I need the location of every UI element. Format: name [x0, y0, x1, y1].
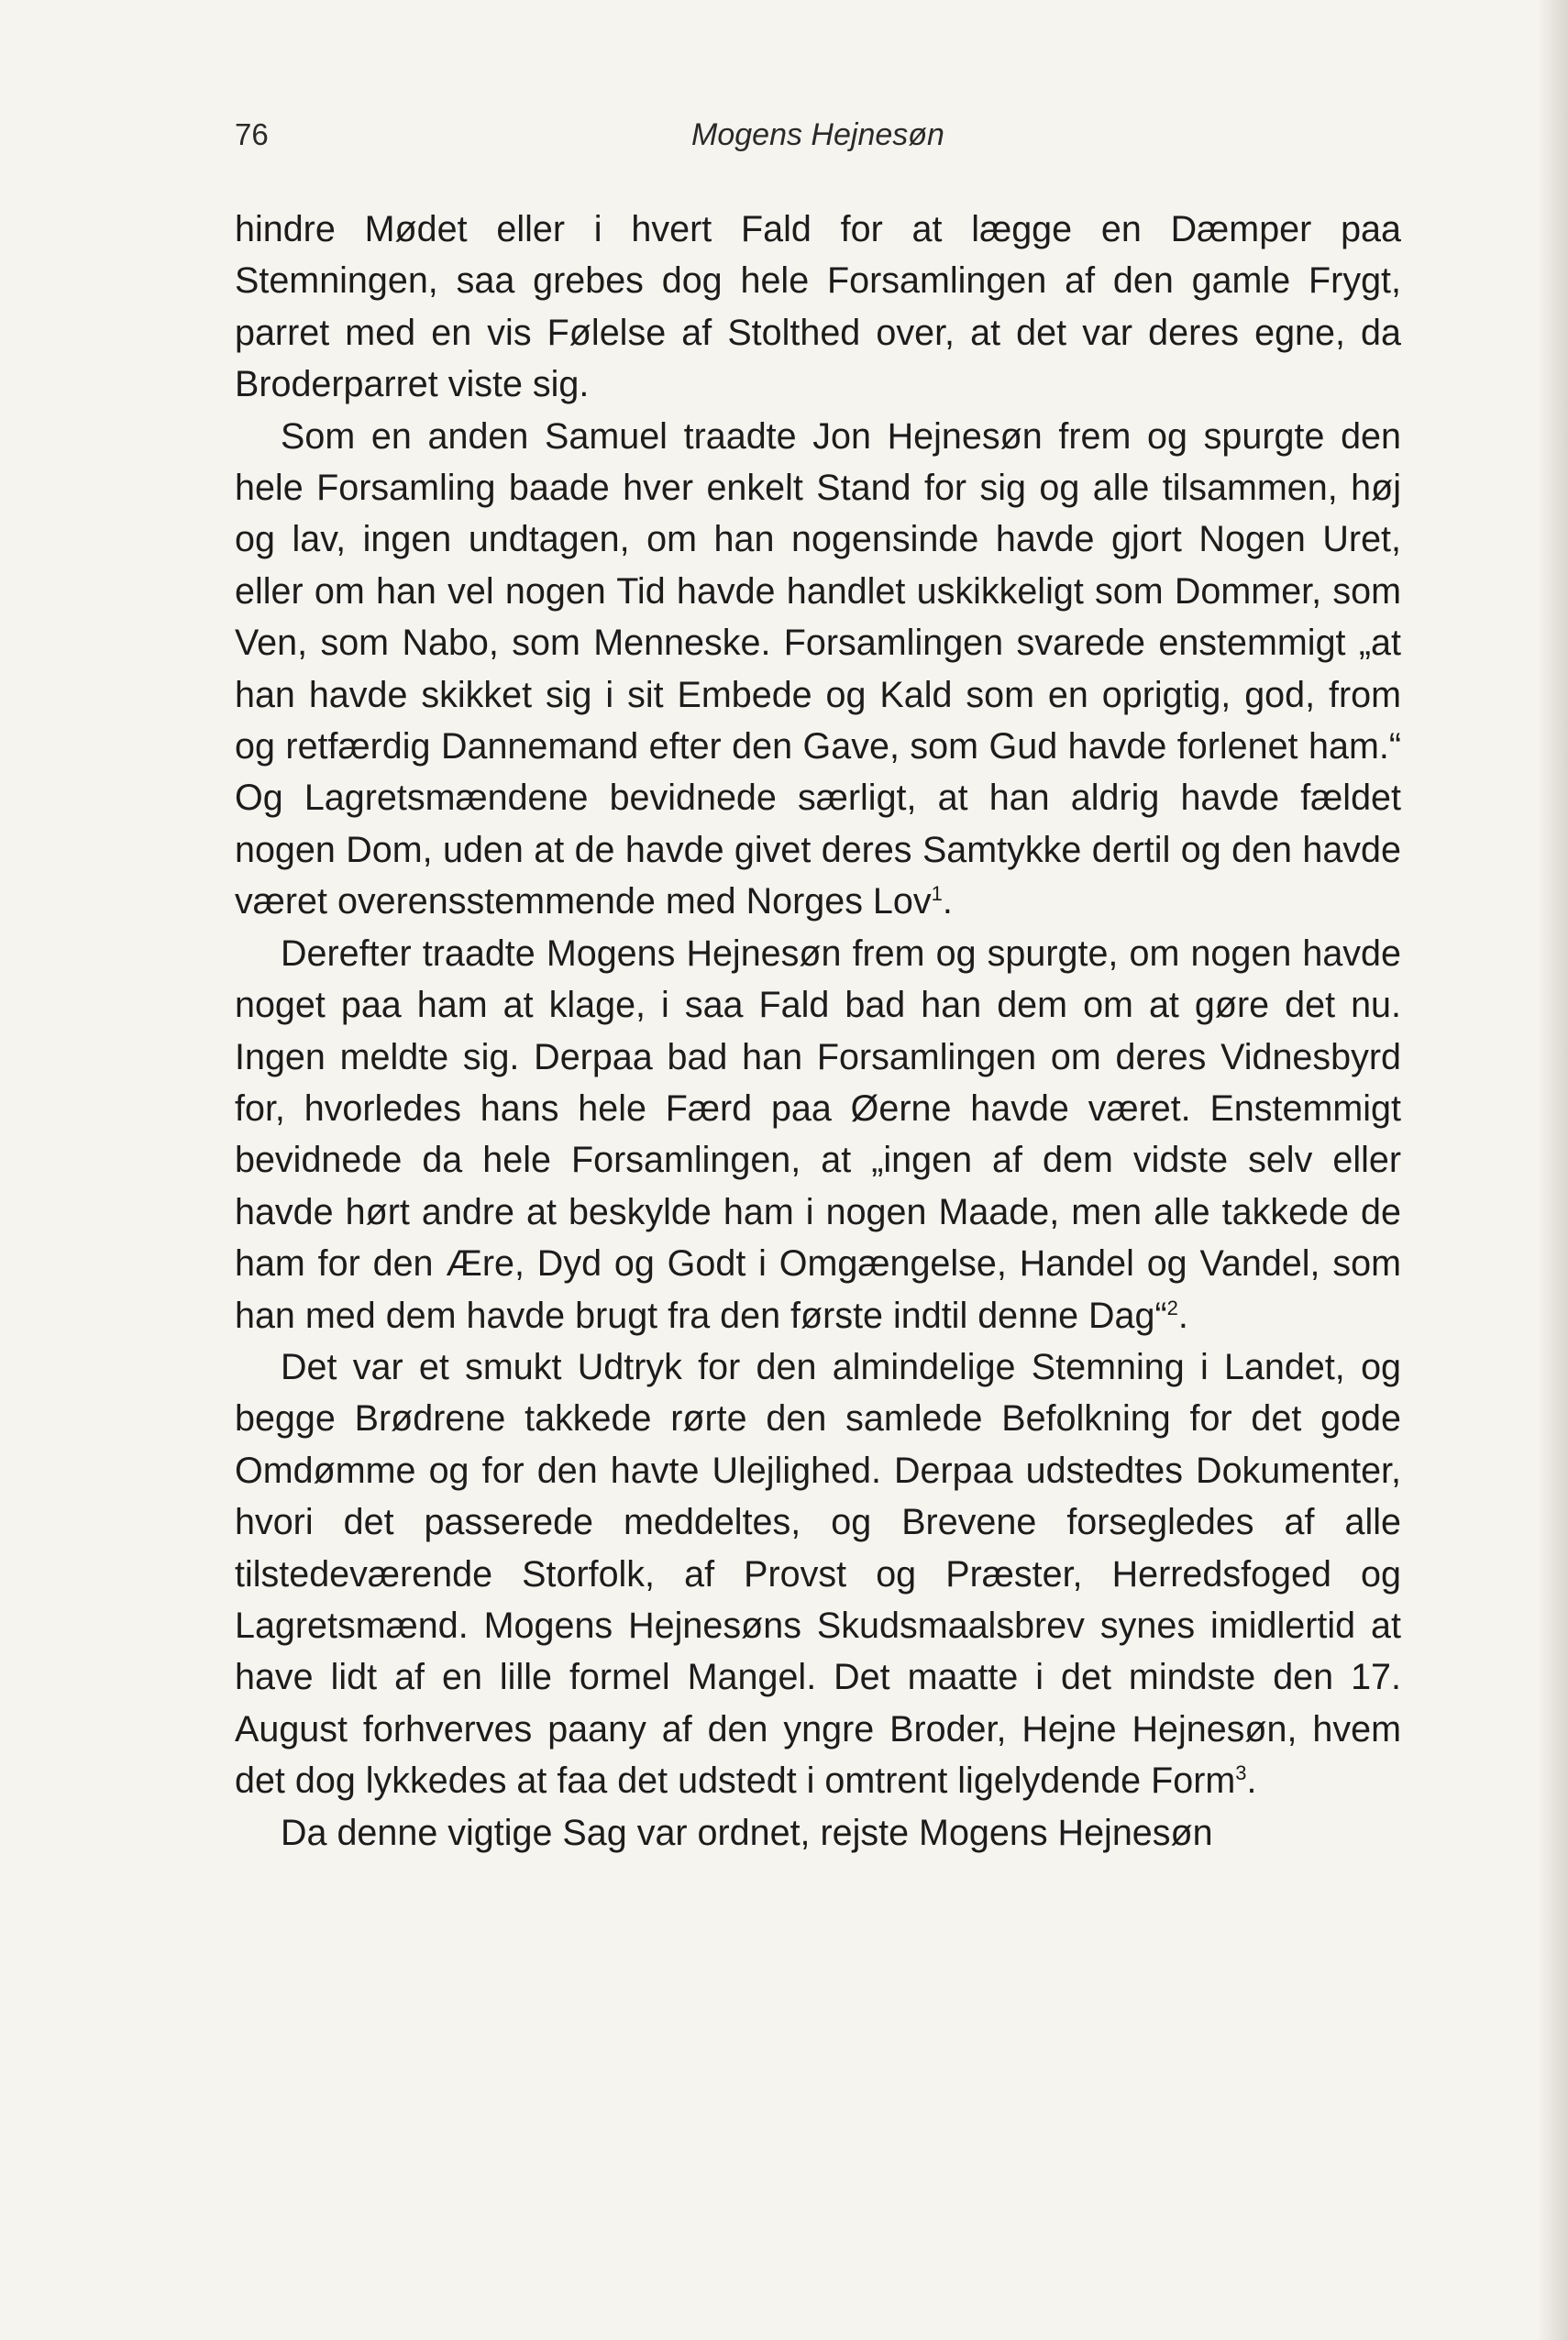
paragraph-5 [235, 1807, 1401, 1859]
page-number: 76 [235, 117, 269, 151]
paragraph-2 [235, 411, 1401, 928]
paragraph-text: hindre Mødet eller i hvert Fald for at lægge en Dæmper paa Stemningen, saa grebes dog hele Forsamlingen af den gamle Frygt, parret med en vis Følelse af Stolthed over, at det var deres egne, da Broderparret viste sig. [235, 209, 1401, 405]
paragraph-tail: . [1246, 1761, 1257, 1802]
body-text [235, 204, 1401, 1859]
paragraph-text: Derefter traadte Mogens Hejnesøn frem og spurgte, om nogen havde noget paa ham at klage, i saa Fald bad han dem om at gøre det nu. Ingen meldte sig. Derpaa bad han Forsamlingen om deres Vidnesbyrd for, hvorledes hans hele Færd paa Øerne havde været. Enstemmigt bevidnede da hele Forsamlingen, at „ingen af dem vidste selv eller havde hørt andre at beskylde ham i nogen Maade, men alle takkede de ham for den Ære, Dyd og Godt i Omgængelse, Handel og Vandel, som han med dem havde brugt fra den første indtil denne Dag“ [235, 933, 1401, 1336]
paragraph-tail: . [1177, 1295, 1188, 1336]
paragraph-1 [235, 204, 1401, 411]
paragraph-3 [235, 928, 1401, 1341]
paragraph-text: Da denne vigtige Sag var ordnet, rejste Mogens Hejnesøn [281, 1812, 1213, 1853]
page-header [235, 117, 1401, 163]
page-edge-shadow [1537, 0, 1568, 2340]
footnote-marker-3: 3 [1235, 1761, 1247, 1785]
paragraph-text: Det var et smukt Udtryk for den almindelige Stemning i Landet, og begge Brødrene takkede rørte den samlede Befolkning for det gode Omdømme og for den havte Ulejlighed. Derpaa udstedtes Dokumenter, hvori det passerede meddeltes, og Brevene forsegledes af alle tilstedeværende Storfolk, af Provst og Præster, Herredsfoged og Lagretsmænd. Mogens Hejnesøns Skudsmaalsbrev synes imidlertid at have lidt af en lille formel Mangel. Det maatte i det mindste den 17. August forhverves paany af den yngre Broder, Hejne Hejnesøn, hvem det dog lykkedes at faa det udstedt i omtrent ligelydende Form [235, 1346, 1401, 1802]
footnote-marker-2: 2 [1166, 1296, 1178, 1319]
paragraph-text: Som en anden Samuel traadte Jon Hejnesøn frem og spurgte den hele Forsamling baade hver enkelt Stand for sig og alle tilsammen, høj og lav, ingen undtagen, om han nogensinde havde gjort Nogen Uret, eller om han vel nogen Tid havde handlet uskikkeligt som Dommer, som Ven, som Nabo, som Menneske. Forsamlingen svarede enstemmigt „at han havde skikket sig i sit Embede og Kald som en oprigtig, god, from og retfærdig Dannemand efter den Gave, som Gud havde forlenet ham.“ Og Lagretsmændene bevidnede særligt, at han aldrig havde fældet nogen Dom, uden at de havde givet deres Samtykke dertil og den havde været overensstemmende med Norges Lov [235, 415, 1401, 922]
paragraph-4 [235, 1341, 1401, 1807]
footnote-marker-1: 1 [931, 882, 943, 906]
paragraph-tail: . [942, 881, 953, 922]
running-title: Mogens Hejnesøn [691, 117, 944, 152]
